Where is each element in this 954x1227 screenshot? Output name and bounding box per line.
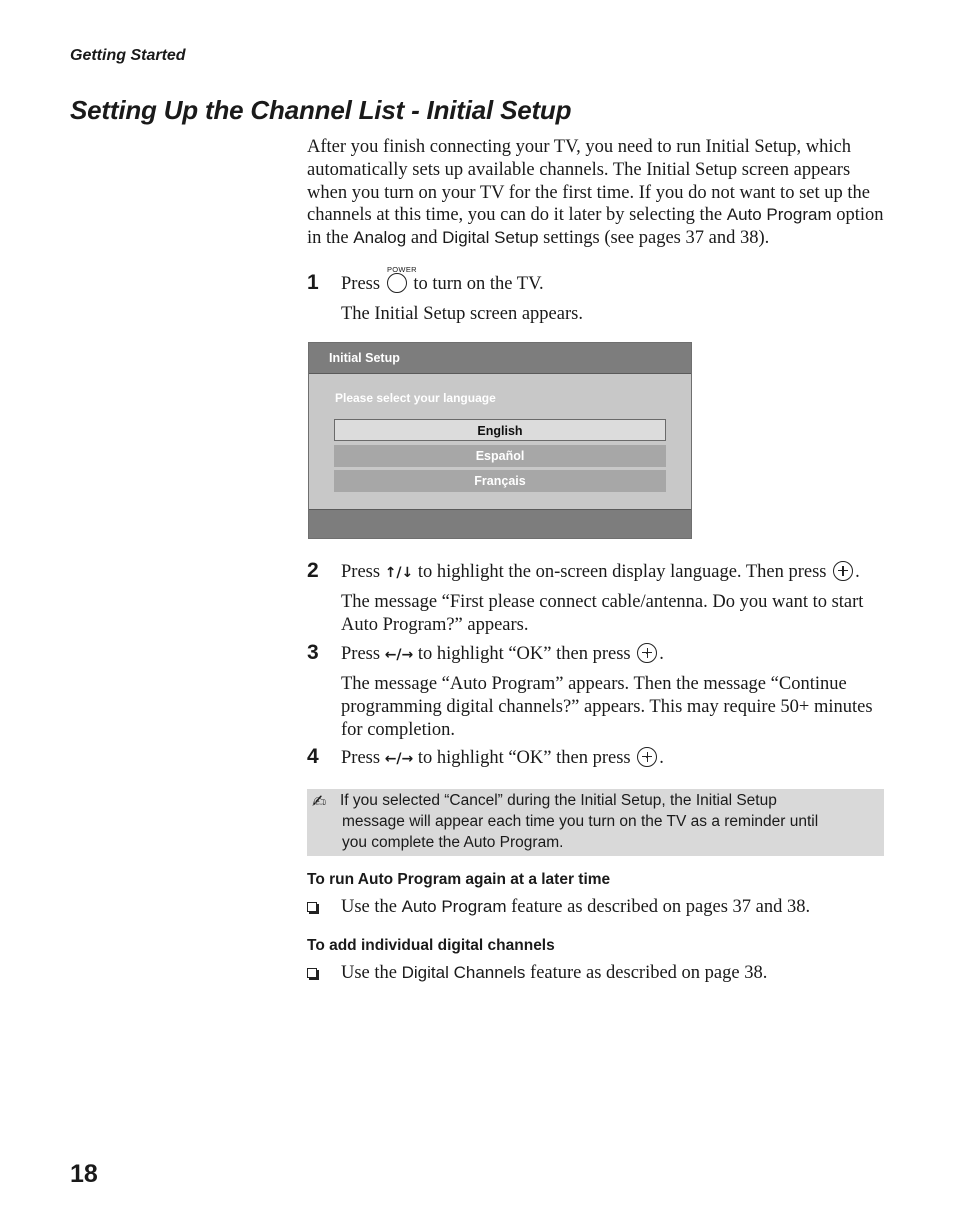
note-text: If you selected “Cancel” during the Initial Setup, the Initial Setup message will appear each time you turn on the TV as a reminder until you complete the Auto Program. [340, 792, 819, 851]
page-number: 18 [70, 1160, 98, 1188]
language-option-francais[interactable]: Français [334, 470, 666, 492]
term-digital-setup: Digital Setup [442, 228, 539, 248]
section-label: Getting Started [70, 47, 186, 64]
screen-footer [309, 509, 691, 538]
page-title: Setting Up the Channel List - Initial Setup [70, 95, 572, 125]
language-prompt: Please select your language [335, 391, 496, 405]
subheading-auto-program: To run Auto Program again at a later time [307, 871, 611, 888]
checkbox-bullet-icon [307, 968, 317, 978]
step-1-instruction: Press to turn on the TV. [341, 274, 544, 294]
enter-button-icon [637, 643, 657, 663]
enter-button-icon [637, 747, 657, 767]
checkbox-bullet-icon [307, 902, 317, 912]
initial-setup-screen [308, 342, 692, 539]
step-number: 2 [307, 559, 319, 582]
screen-header [309, 343, 691, 374]
step-2-instruction: Press ↑/↓ to highlight the on-screen display language. Then press . [341, 562, 860, 582]
up-down-arrow-icon: ↑/↓ [384, 565, 414, 581]
screen-title: Initial Setup [329, 351, 400, 365]
power-button-label: POWER [387, 265, 417, 274]
bullet-auto-program: Use the Auto Program feature as described on pages 37 and 38. [341, 897, 811, 917]
bullet-digital-channels: Use the Digital Channels feature as described on page 38. [341, 963, 768, 983]
intro-paragraph: After you finish connecting your TV, you need to run Initial Setup, which automatically sets up available channels. The Initial Setup screen appears when you turn on your TV for the first time. If you do not want to set up the channels at this time, you can do it later by selecting the Auto Program option in the Analog and Digital Setup settings (see pages 37 and 38). [307, 137, 884, 249]
step-2-result: The message “First please connect cable/antenna. Do you want to start Auto Program?” appears. [341, 592, 864, 635]
step-3-instruction: Press ←/→ to highlight “OK” then press . [341, 644, 664, 664]
step-number: 4 [307, 745, 319, 768]
step-4-instruction: Press ←/→ to highlight “OK” then press . [341, 748, 664, 768]
step-3-result: The message “Auto Program” appears. Then the message “Continue programming digital channels?” appears. This may require 50+ minutes for completion. [341, 674, 873, 740]
enter-button-icon [833, 561, 853, 581]
step-number: 1 [307, 271, 319, 294]
term-analog: Analog [353, 228, 407, 248]
step-1-result: The Initial Setup screen appears. [341, 304, 583, 324]
subheading-digital-channels: To add individual digital channels [307, 937, 555, 954]
left-right-arrow-icon: ←/→ [384, 647, 414, 663]
term-auto-program: Auto Program [726, 205, 832, 225]
left-right-arrow-icon: ←/→ [384, 751, 414, 767]
language-option-espanol[interactable]: Español [334, 445, 666, 467]
note-box [307, 789, 884, 856]
step-number: 3 [307, 641, 319, 664]
note-pencil-icon: ✍ [312, 792, 327, 812]
power-button-icon [387, 273, 407, 293]
language-option-english[interactable]: English [334, 419, 666, 441]
